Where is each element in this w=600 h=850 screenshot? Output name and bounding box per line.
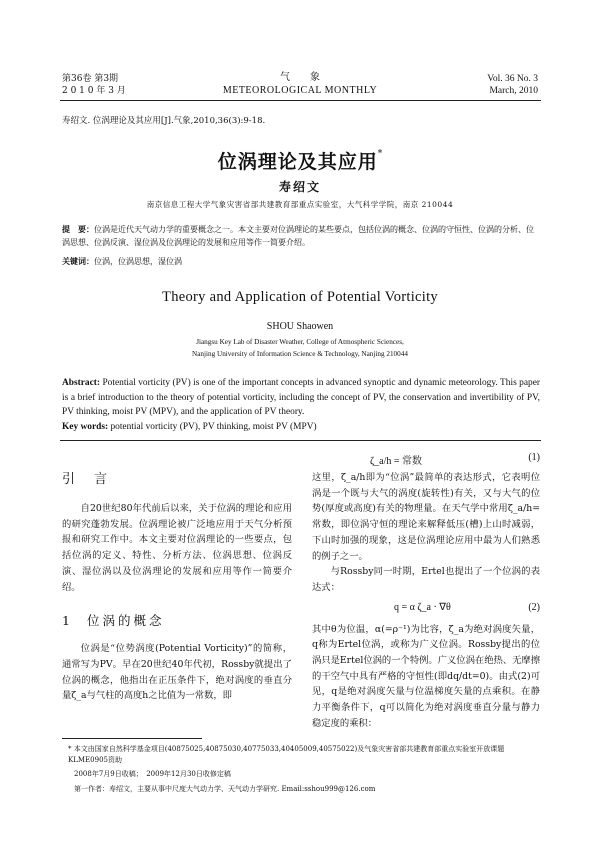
section-1-heading <box>62 611 292 629</box>
affiliation-en <box>0 337 600 360</box>
month-en: March, 2010 <box>489 86 538 96</box>
keywords-en-label: Key words: <box>62 422 109 432</box>
footnote-dates: 2008年7月9日收稿； 2009年12月30日收修定稿 <box>74 770 231 779</box>
keywords-cn <box>62 256 540 269</box>
right-paragraph-3: 其中θ为位温，α(=ρ⁻¹)为比容，ζ_a为绝对涡度矢量，q称为Ertel位涡，或称为广义位涡。Rossby提出的位涡只是Ertel位涡的一个特例。广义位涡在绝热、无摩擦的干空气中具有严格的守恒性(即dq/dt=0)。由式(2)可见，q是绝对涡度矢量与位温梯度矢量的点乘积。在静力平衡条件下，q可以简化为绝对涡度垂直分量与静力稳定度的乘积： <box>312 623 540 729</box>
volume-issue-cn: 第36卷 第3期 <box>62 74 119 84</box>
keywords-en-text: potential vorticity (PV), PV thinking, moist PV (MPV) <box>110 422 317 432</box>
volume-issue-en: Vol. 36 No. 3 <box>487 74 538 84</box>
affiliation-en-line-1: Jiangsu Key Lab of Disaster Weather, College of Atmospheric Sciences, <box>196 338 404 346</box>
abstract-en <box>62 376 540 420</box>
abstract-cn-text: 位涡是近代天气动力学的重要概念之一。本文主要对位涡理论的某些要点，包括位涡的概念、位涡的守恒性、位涡的分析、位涡思想、位涡反演、湿位涡及位涡理论的发展和应用等作一简要介绍。 <box>62 225 534 247</box>
affiliation-cn: 南京信息工程大学气象灾害省部共建教育部重点实验室，大气科学学院，南京 210044 <box>146 200 454 209</box>
section-1-title: 位涡的概念 <box>86 613 165 629</box>
abstract-cn <box>62 224 540 249</box>
year-month-cn: 2 0 1 0 年 3 月 <box>62 86 126 96</box>
journal-name-cn: 气 象 <box>280 72 320 83</box>
author-en: SHOU Shaowen <box>266 321 334 332</box>
right-column <box>312 452 540 732</box>
abstract-rule <box>60 440 541 441</box>
equation-2: q = α ζ_a · ∇θ <box>394 601 451 613</box>
affiliation-en-line-2: Nanjing University of Information Science & Technology, Nanjing 210044 <box>192 349 408 358</box>
abstract-en-label: Abstract: <box>62 378 101 388</box>
keywords-cn-label: 关键词： <box>62 257 94 266</box>
title-block <box>0 147 600 174</box>
abstract-cn-label: 提 要： <box>62 225 94 234</box>
journal-name-en: METEOROLOGICAL MONTHLY <box>222 85 378 96</box>
author-cn: 寿绍文 <box>278 180 321 194</box>
left-column <box>62 452 292 704</box>
keywords-en <box>62 420 540 435</box>
intro-paragraph: 自20世纪80年代前后以来，关于位涡的理论和应用的研究蓬勃发展。位涡理论被广泛地应用于天气分析预报和研究工作中。本文主要对位涡理论的一些要点，包括位涡的定义、特性、分析方法、位涡思想、位涡反演、湿位涡以及位涡理论的发展和应用等作一简要介绍。 <box>62 503 292 593</box>
footnote-author: 第一作者：寿绍文，主要从事中尺度大气动力学、天气动力学研究. Email:sshou999@126.com <box>74 784 376 793</box>
abstract-en-text: Potential vorticity (PV) is one of the important concepts in advanced synoptic and dynamic meteorology. This paper is a brief introduction to the theory of potential vorticity, including the concept of PV, the conservation and invertibility of PV, PV thinking, moist PV (MPV), and the application of PV theory. <box>62 378 540 417</box>
footnote-funding: * 本文由国家自然科学基金项目(40875025,40875030,40775033,40405009,40575022)及气象灾害省部共建教育部重点实验室开放课题KLME0905资助 <box>68 745 505 765</box>
intro-heading: 引 言 <box>62 472 111 487</box>
paper-title-cn: 位涡理论及其应用 <box>217 151 378 173</box>
citation: 寿绍文. 位涡理论及其应用[J].气象,2010,36(3):9-18. <box>62 116 266 126</box>
equation-1-row <box>312 452 540 470</box>
equation-1-number: (1) <box>528 452 540 463</box>
section-1-paragraph: 位涡是“位势涡度(Potential Vorticity)”的简称，通常写为PV。早在20世纪40年代初，Rossby就提出了位涡的概念，他指出在正压条件下，绝对涡度的垂直分量ζ_a与气柱的高度h之比值为一常数，即 <box>62 643 292 702</box>
right-paragraph-1: 这里，ζ_a/h即为“位涡”最简单的表达形式，它表明位涡是一个既与大气的涡度(旋转性)有关，又与大气的位势(厚度或高度)有关的物理量。在天气学中常用ζ_a/h=常数，即位涡守恒的理论来解释低压(槽)上山时减弱，下山时加强的现象，这是位涡理论应用中最为人们熟悉的例子之一。 <box>312 472 540 562</box>
equation-2-number: (2) <box>528 601 540 613</box>
equation-1: ζ_a/h = 常数 <box>370 456 422 467</box>
header-rule <box>60 100 541 101</box>
equation-2-row <box>312 600 540 622</box>
footnote-rule <box>62 738 202 739</box>
right-paragraph-2: 与Rossby同一时期，Ertel也提出了一个位涡的表达式： <box>312 566 540 593</box>
title-footnote-mark: * <box>377 149 383 159</box>
footnotes <box>62 744 540 795</box>
keywords-cn-text: 位涡，位涡思想，湿位涡 <box>94 257 182 266</box>
section-1-number: 1 <box>62 613 73 629</box>
paper-title-en: Theory and Application of Potential Vorticity <box>162 289 438 305</box>
